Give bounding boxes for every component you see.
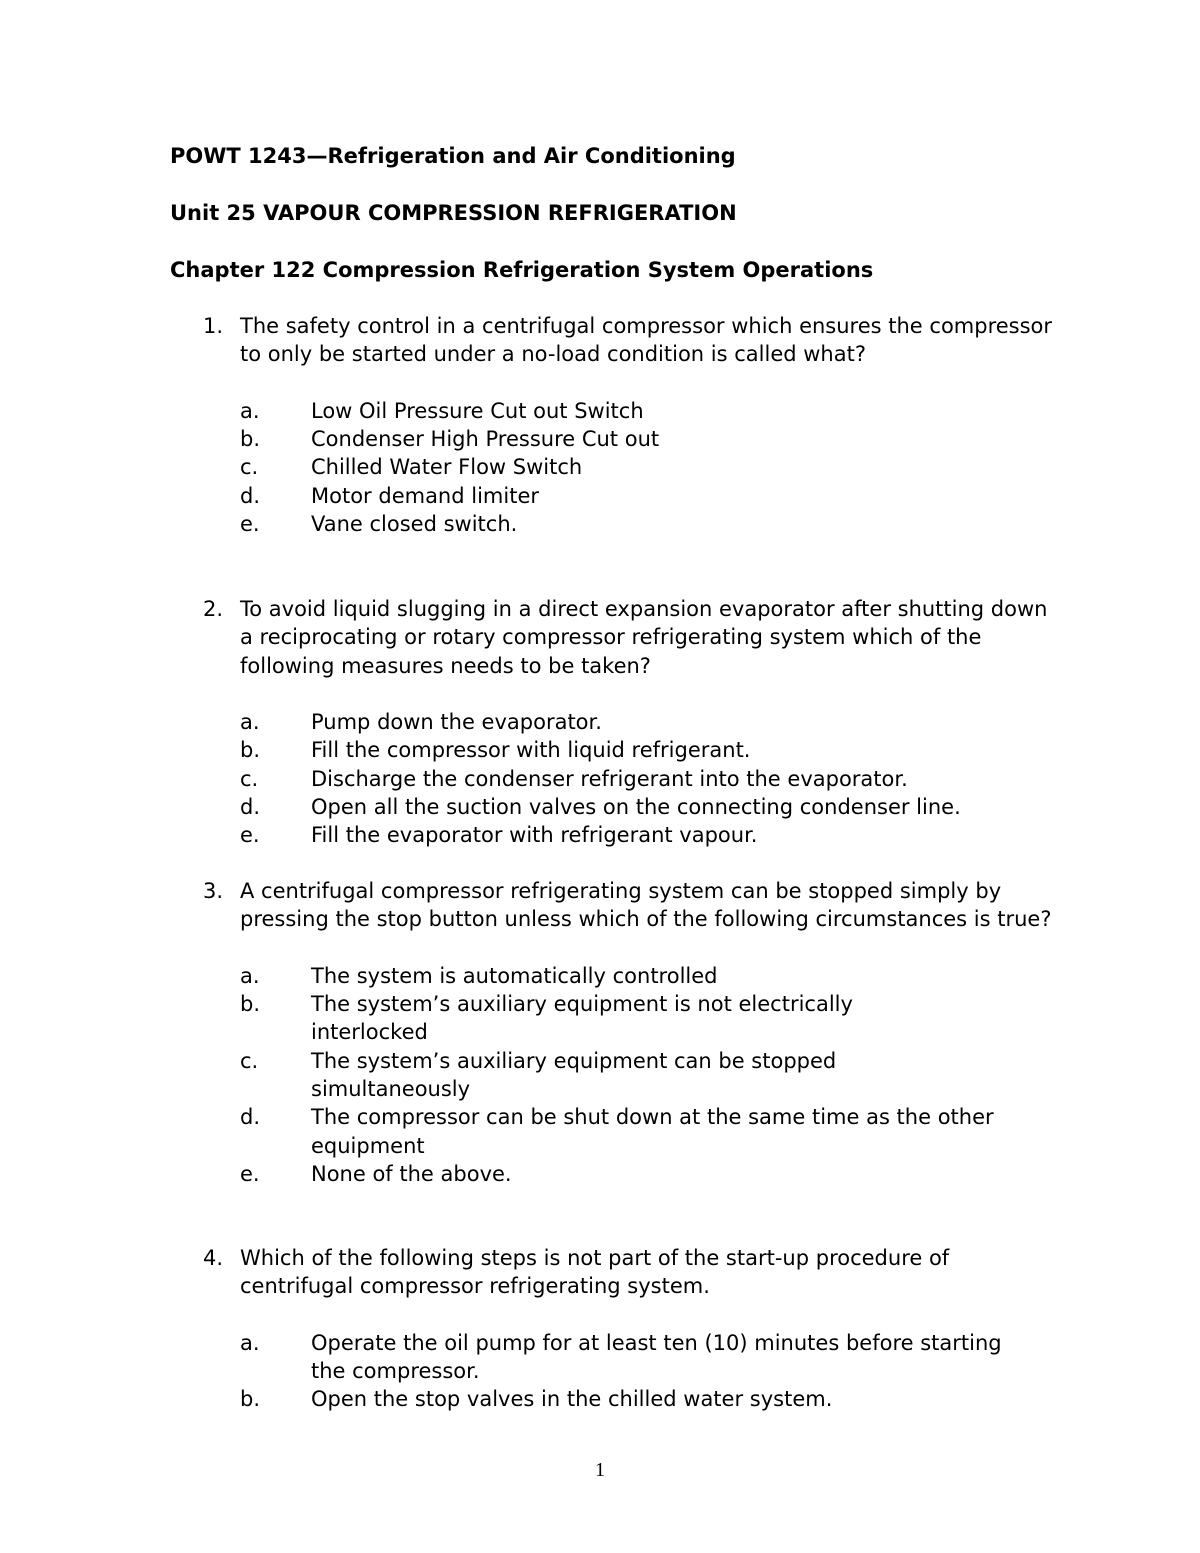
option-item [203, 793, 1083, 821]
option-text: Fill the compressor with liquid refrigerant. [311, 738, 751, 763]
option-text: Low Oil Pressure Cut out Switch [311, 398, 644, 423]
option-item [203, 821, 1083, 849]
question-stem [203, 877, 1083, 934]
option-text: Discharge the condenser refrigerant into the evaporator. [311, 766, 908, 791]
option-letter: b. [240, 1387, 261, 1412]
unit-title: Unit 25 VAPOUR COMPRESSION REFRIGERATION [170, 201, 737, 225]
option-letter: d. [240, 795, 261, 820]
option-text: The compressor can be shut down at the same time as the other equipment [311, 1105, 994, 1158]
question-3 [203, 877, 1083, 1188]
option-text: Chilled Water Flow Switch [311, 455, 583, 480]
option-text: The system’s auxiliary equipment is not electrically interlocked [311, 992, 853, 1045]
option-letter: e. [240, 823, 260, 848]
option-letter: c. [240, 455, 259, 480]
option-item [203, 736, 1083, 764]
question-2 [203, 595, 1083, 850]
options-list [203, 962, 1083, 1188]
question-1 [203, 312, 1083, 538]
option-text: Operate the oil pump for at least ten (10) minutes before starting the compressor. [311, 1330, 1002, 1384]
option-item [203, 962, 1083, 990]
option-text: None of the above. [311, 1161, 512, 1186]
question-number: 1. [203, 314, 224, 338]
option-item [203, 990, 1083, 1047]
option-text: Motor demand limiter [311, 483, 539, 508]
page-number: 1 [595, 1459, 605, 1481]
options-list [203, 397, 1083, 538]
option-item [203, 1160, 1083, 1188]
option-item [203, 1385, 1083, 1413]
option-letter: a. [240, 1330, 260, 1355]
option-letter: b. [240, 427, 261, 452]
option-item [203, 453, 1083, 481]
question-text: Which of the following steps is not part of the start-up procedure of centrifugal compressor refrigerating system. [240, 1246, 950, 1299]
option-item [203, 765, 1083, 793]
option-letter: c. [240, 766, 259, 791]
question-text: A centrifugal compressor refrigerating system can be stopped simply by pressing the stop button unless which of the following circumstances is true? [240, 879, 1052, 932]
option-item [203, 397, 1083, 425]
option-letter: c. [240, 1048, 259, 1073]
option-letter: d. [240, 483, 261, 508]
question-4 [203, 1244, 1083, 1414]
option-letter: b. [240, 738, 261, 763]
chapter-title: Chapter 122 Compression Refrigeration System Operations [170, 258, 874, 282]
question-number: 4. [203, 1246, 224, 1270]
option-item [203, 1047, 1083, 1104]
question-stem [203, 595, 1083, 680]
options-list [203, 708, 1083, 849]
options-list [203, 1329, 1083, 1414]
option-letter: e. [240, 512, 260, 537]
option-text: Vane closed switch. [311, 512, 518, 537]
option-text: Condenser High Pressure Cut out [311, 427, 660, 452]
question-stem [203, 1244, 1083, 1301]
option-text: Open the stop valves in the chilled water system. [311, 1387, 833, 1412]
option-item [203, 1103, 1083, 1160]
question-number: 3. [203, 879, 224, 903]
option-letter: a. [240, 963, 260, 988]
option-item [203, 510, 1083, 538]
option-text: Open all the suction valves on the connecting condenser line. [311, 795, 961, 820]
option-item [203, 1329, 1083, 1386]
question-number: 2. [203, 597, 224, 621]
course-title: POWT 1243—Refrigeration and Air Conditioning [170, 144, 736, 168]
option-text: Fill the evaporator with refrigerant vapour. [311, 823, 758, 848]
option-letter: b. [240, 992, 261, 1017]
option-letter: e. [240, 1161, 260, 1186]
option-text: The system’s auxiliary equipment can be stopped simultaneously [311, 1048, 837, 1102]
option-text: Pump down the evaporator. [311, 710, 602, 735]
question-stem [203, 312, 1083, 369]
question-text: To avoid liquid slugging in a direct expansion evaporator after shutting down a reciprocating or rotary compressor refrigerating system which of the following measures needs to be taken? [240, 597, 1048, 678]
option-letter: a. [240, 398, 260, 423]
option-item [203, 482, 1083, 510]
question-text: The safety control in a centrifugal compressor which ensures the compressor to only be started under a no-load condition is called what? [240, 314, 1053, 367]
option-letter: a. [240, 710, 260, 735]
option-letter: d. [240, 1105, 261, 1130]
option-item [203, 425, 1083, 453]
option-text: The system is automatically controlled [311, 963, 718, 988]
option-item [203, 708, 1083, 736]
